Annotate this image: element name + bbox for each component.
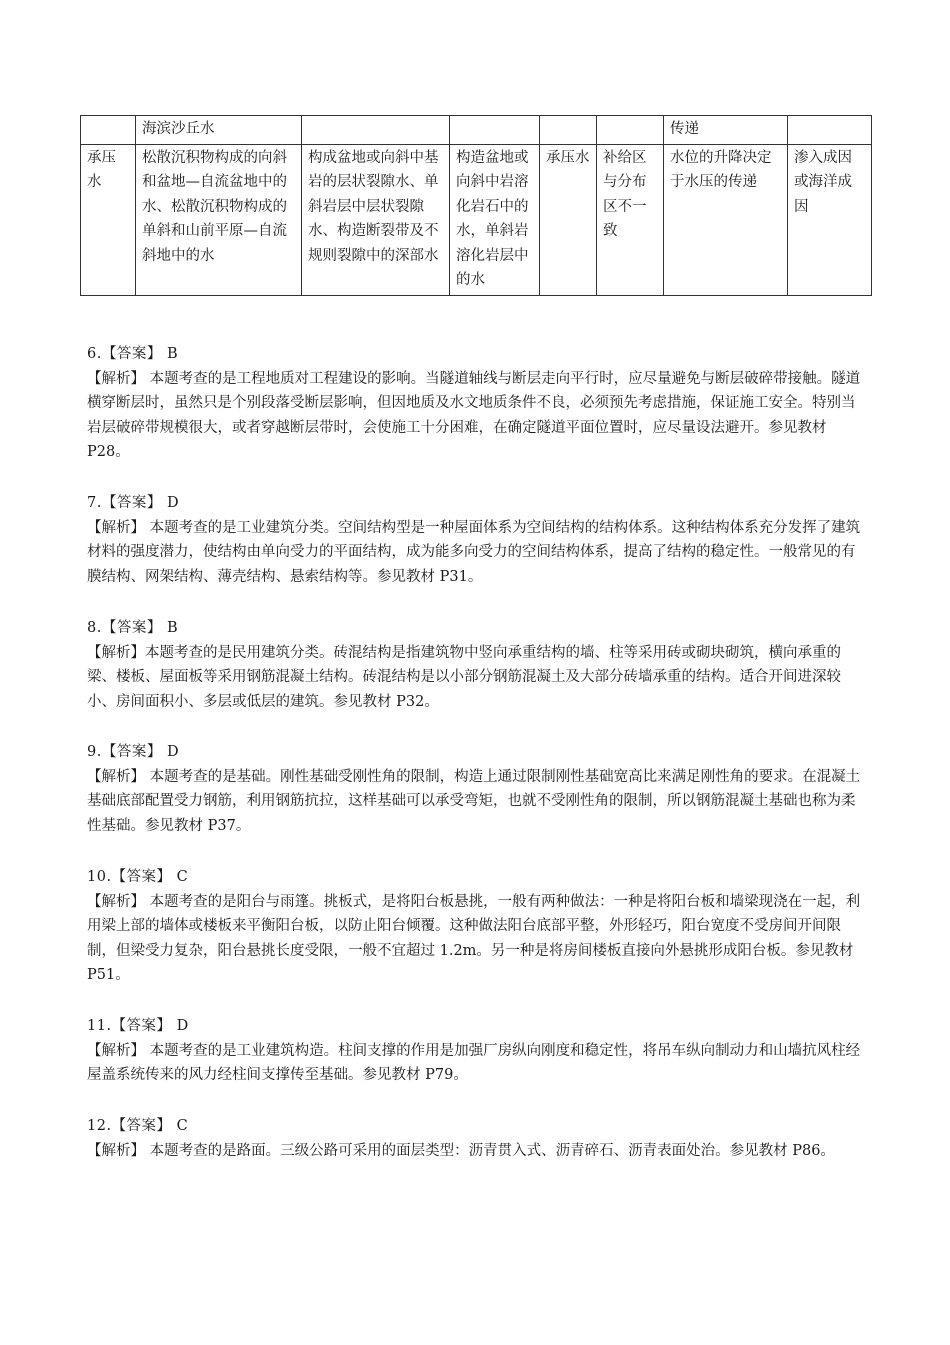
analysis-text: 【解析】本题考查的是民用建筑分类。砖混结构是指建筑物中竖向承重结构的墙、柱等采用砖或砌块砌筑，横向承重的梁、楼板、屋面板等采用钢筋混凝土结构。砖混结构是以小部分钢筋混凝土及大部分砖墙承重的结构。适合开间进深较小、房间面积小、多层或低层的建筑。参见教材 P32。 <box>87 644 841 710</box>
table-cell <box>788 116 872 145</box>
table-cell <box>302 116 450 145</box>
table-row <box>81 116 872 145</box>
table-cell <box>540 116 597 145</box>
answer-line: 11.【答案】 D <box>87 1018 189 1034</box>
table-cell: 水位的升降决定于水压的传递 <box>664 144 788 295</box>
analysis-text: 【解析】 本题考查的是阳台与雨篷。挑板式，是将阳台板悬挑，一般有两种做法：一种是将阳台板和墙梁现浇在一起，利用梁上部的墙体或楼板来平衡阳台板，以防止阳台倾覆。这种做法阳台底部平整，外形轻巧，阳台宽度不受房间开间限制，但梁受力复杂，阳台悬挑长度受限，一般不宜超过 1.2m。另一种是将房间楼板直接向外悬挑形成阳台板。参见教材 P51。 <box>87 893 861 983</box>
table-cell: 渗入成因或海洋成因 <box>788 144 872 295</box>
answer-line: 9.【答案】 D <box>87 744 180 760</box>
table-cell: 承压水 <box>81 144 136 295</box>
question-6 <box>87 342 865 465</box>
question-11 <box>87 1014 865 1088</box>
table-cell: 海滨沙丘水 <box>136 116 302 145</box>
answer-line: 12.【答案】 C <box>87 1118 189 1134</box>
answer-line: 6.【答案】 B <box>87 346 179 362</box>
question-9 <box>87 740 865 838</box>
table-cell: 补给区与分布区不一致 <box>597 144 664 295</box>
answer-line: 10.【答案】 C <box>87 869 189 885</box>
table-cell <box>450 116 540 145</box>
answer-line: 7.【答案】 D <box>87 495 180 511</box>
analysis-text: 【解析】 本题考查的是基础。刚性基础受刚性角的限制，构造上通过限制刚性基础宽高比来满足刚性角的要求。在混凝土基础底部配置受力钢筋，利用钢筋抗拉，这样基础可以承受弯矩，也就不受刚性角的限制，所以钢筋混凝土基础也称为柔性基础。参见教材 P37。 <box>87 768 861 834</box>
question-7 <box>87 491 865 589</box>
analysis-text: 【解析】 本题考查的是工业建筑分类。空间结构型是一种屋面体系为空间结构的结构体系。这种结构体系充分发挥了建筑材料的强度潜力，使结构由单向受力的平面结构，成为能多向受力的空间结构体系，提高了结构的稳定性。一般常见的有膜结构、网架结构、薄壳结构、悬索结构等。参见教材 P31。 <box>87 519 861 585</box>
table-cell: 构成盆地或向斜中基岩的层状裂隙水、单斜岩层中层状裂隙水、构造断裂带及不规则裂隙中的深部水 <box>302 144 450 295</box>
question-8 <box>87 616 865 714</box>
question-10 <box>87 865 865 988</box>
table-cell: 松散沉积物构成的向斜和盆地—自流盆地中的水、松散沉积物构成的单斜和山前平原—自流斜地中的水 <box>136 144 302 295</box>
table-cell: 构造盆地或向斜中岩溶化岩石中的水，单斜岩溶化岩层中的水 <box>450 144 540 295</box>
table-row <box>81 144 872 295</box>
table-cell: 传递 <box>664 116 788 145</box>
analysis-text: 【解析】 本题考查的是工业建筑构造。柱间支撑的作用是加强厂房纵向刚度和稳定性，将吊车纵向制动力和山墙抗风柱经屋盖系统传来的风力经柱间支撑传至基础。参见教材 P79。 <box>87 1042 861 1083</box>
table-cell: 承压水 <box>540 144 597 295</box>
question-12 <box>87 1114 865 1163</box>
analysis-text: 【解析】 本题考查的是路面。三级公路可采用的面层类型：沥青贯入式、沥青碎石、沥青表面处治。参见教材 P86。 <box>87 1142 835 1159</box>
table-cell <box>597 116 664 145</box>
groundwater-table <box>80 115 872 296</box>
answer-line: 8.【答案】 B <box>87 620 179 636</box>
analysis-text: 【解析】 本题考查的是工程地质对工程建设的影响。当隧道轴线与断层走向平行时，应尽量避免与断层破碎带接触。隧道横穿断层时，虽然只是个别段落受断层影响，但因地质及水文地质条件不良，必须预先考虑措施，保证施工安全。特别当岩层破碎带规模很大，或者穿越断层带时，会使施工十分困难，在确定隧道平面位置时，应尽量设法避开。参见教材 P28。 <box>87 370 861 460</box>
table-cell <box>81 116 136 145</box>
